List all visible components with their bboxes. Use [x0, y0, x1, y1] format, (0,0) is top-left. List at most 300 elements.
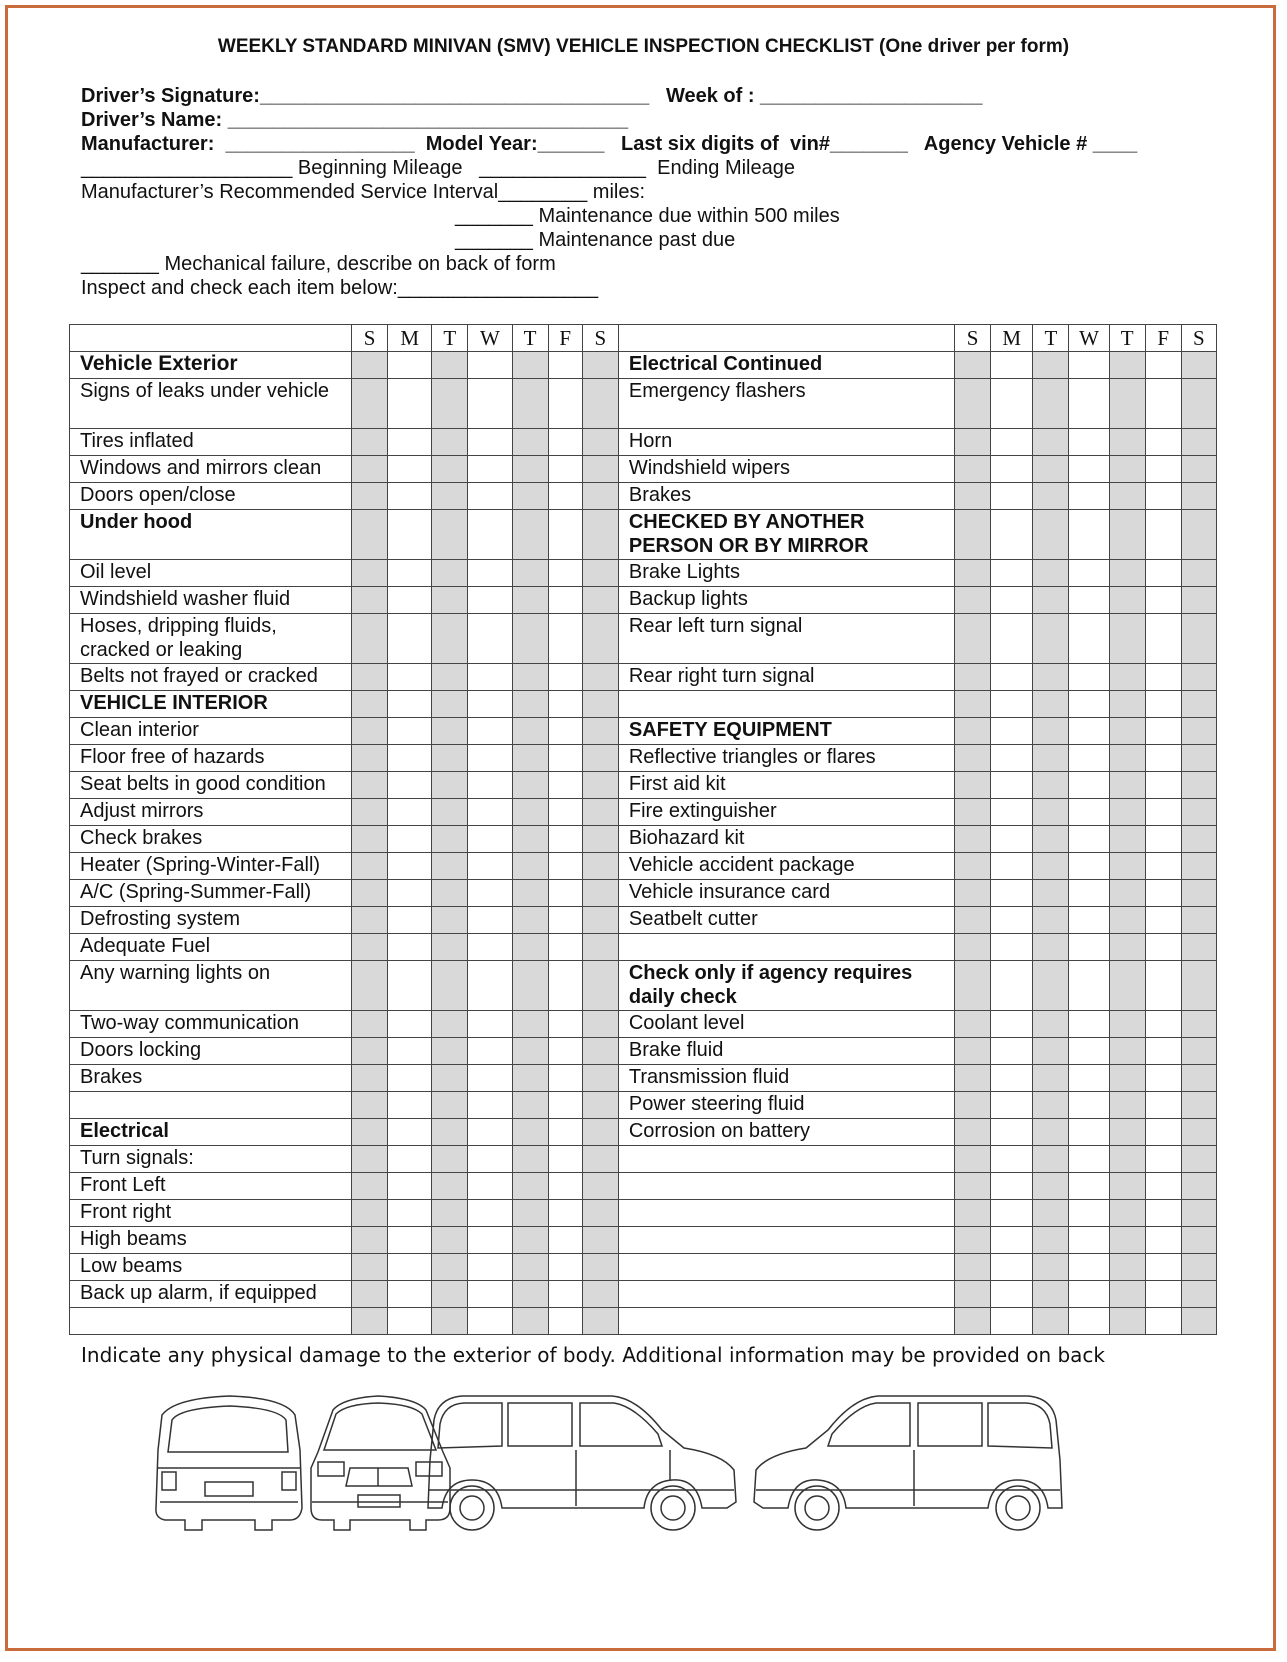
check-cell[interactable] [1109, 853, 1145, 880]
check-cell[interactable] [1069, 379, 1109, 429]
check-cell[interactable] [351, 456, 387, 483]
check-cell[interactable] [991, 880, 1033, 907]
check-cell[interactable] [432, 379, 468, 429]
check-cell[interactable] [1069, 614, 1109, 664]
check-cell[interactable] [1181, 1254, 1216, 1281]
check-cell[interactable] [955, 1308, 991, 1335]
check-cell[interactable] [582, 1254, 618, 1281]
check-cell[interactable] [351, 961, 387, 1011]
check-cell[interactable] [955, 853, 991, 880]
check-cell[interactable] [1069, 772, 1109, 799]
check-cell[interactable] [1181, 772, 1216, 799]
check-cell[interactable] [1033, 880, 1069, 907]
check-cell[interactable] [1145, 1065, 1181, 1092]
check-cell[interactable] [512, 1281, 548, 1308]
check-cell[interactable] [388, 614, 432, 664]
check-cell[interactable] [1145, 961, 1181, 1011]
beginning-mileage-field[interactable]: ___________________ [81, 157, 293, 179]
check-cell[interactable] [1033, 1038, 1069, 1065]
check-cell[interactable] [1145, 510, 1181, 560]
check-cell[interactable] [1033, 853, 1069, 880]
check-cell[interactable] [582, 799, 618, 826]
check-cell[interactable] [582, 1119, 618, 1146]
check-cell[interactable] [1109, 1281, 1145, 1308]
check-cell[interactable] [1109, 1173, 1145, 1200]
check-cell[interactable] [432, 772, 468, 799]
check-cell[interactable] [432, 1227, 468, 1254]
check-cell[interactable] [1069, 853, 1109, 880]
manufacturer-field[interactable]: _________________ [225, 133, 415, 155]
check-cell[interactable] [955, 1146, 991, 1173]
check-cell[interactable] [388, 510, 432, 560]
check-cell[interactable] [512, 880, 548, 907]
check-cell[interactable] [955, 510, 991, 560]
check-cell[interactable] [582, 907, 618, 934]
check-cell[interactable] [432, 456, 468, 483]
check-cell[interactable] [468, 1227, 512, 1254]
check-cell[interactable] [512, 1146, 548, 1173]
check-cell[interactable] [351, 1308, 387, 1335]
check-cell[interactable] [955, 1038, 991, 1065]
check-cell[interactable] [582, 587, 618, 614]
check-cell[interactable] [432, 1146, 468, 1173]
check-cell[interactable] [432, 587, 468, 614]
check-cell[interactable] [1069, 1119, 1109, 1146]
check-cell[interactable] [351, 510, 387, 560]
check-cell[interactable] [955, 614, 991, 664]
check-cell[interactable] [1109, 1227, 1145, 1254]
check-cell[interactable] [1181, 429, 1216, 456]
check-cell[interactable] [1069, 1254, 1109, 1281]
service-interval-field[interactable]: ________ [498, 181, 588, 203]
check-cell[interactable] [548, 1011, 582, 1038]
check-cell[interactable] [388, 1200, 432, 1227]
check-cell[interactable] [1109, 799, 1145, 826]
check-cell[interactable] [512, 352, 548, 379]
check-cell[interactable] [351, 379, 387, 429]
check-cell[interactable] [1109, 826, 1145, 853]
check-cell[interactable] [468, 718, 512, 745]
check-cell[interactable] [548, 587, 582, 614]
check-cell[interactable] [351, 880, 387, 907]
check-cell[interactable] [432, 664, 468, 691]
check-cell[interactable] [432, 429, 468, 456]
check-cell[interactable] [955, 907, 991, 934]
check-cell[interactable] [1109, 1011, 1145, 1038]
agency-vehicle-field[interactable]: ____ [1092, 133, 1138, 155]
check-cell[interactable] [955, 483, 991, 510]
check-cell[interactable] [512, 1065, 548, 1092]
check-cell[interactable] [582, 1200, 618, 1227]
check-cell[interactable] [1181, 614, 1216, 664]
check-cell[interactable] [432, 1281, 468, 1308]
check-cell[interactable] [582, 429, 618, 456]
maint-past-field[interactable]: _______ [455, 229, 533, 251]
check-cell[interactable] [468, 1092, 512, 1119]
check-cell[interactable] [388, 1011, 432, 1038]
check-cell[interactable] [1069, 352, 1109, 379]
check-cell[interactable] [432, 1119, 468, 1146]
check-cell[interactable] [1069, 1038, 1109, 1065]
check-cell[interactable] [512, 826, 548, 853]
check-cell[interactable] [991, 1281, 1033, 1308]
check-cell[interactable] [548, 772, 582, 799]
check-cell[interactable] [582, 961, 618, 1011]
check-cell[interactable] [1109, 587, 1145, 614]
check-cell[interactable] [388, 880, 432, 907]
check-cell[interactable] [582, 1146, 618, 1173]
check-cell[interactable] [432, 560, 468, 587]
check-cell[interactable] [512, 614, 548, 664]
check-cell[interactable] [1109, 1119, 1145, 1146]
check-cell[interactable] [1145, 718, 1181, 745]
check-cell[interactable] [991, 1308, 1033, 1335]
van-diagrams[interactable] [150, 1390, 1150, 1545]
check-cell[interactable] [548, 483, 582, 510]
check-cell[interactable] [1145, 1146, 1181, 1173]
check-cell[interactable] [582, 1092, 618, 1119]
check-cell[interactable] [548, 961, 582, 1011]
check-cell[interactable] [468, 614, 512, 664]
check-cell[interactable] [388, 429, 432, 456]
check-cell[interactable] [468, 379, 512, 429]
check-cell[interactable] [1109, 614, 1145, 664]
check-cell[interactable] [468, 456, 512, 483]
check-cell[interactable] [468, 853, 512, 880]
check-cell[interactable] [351, 772, 387, 799]
check-cell[interactable] [512, 456, 548, 483]
check-cell[interactable] [1069, 1092, 1109, 1119]
check-cell[interactable] [388, 1038, 432, 1065]
check-cell[interactable] [432, 1038, 468, 1065]
check-cell[interactable] [388, 1092, 432, 1119]
inspect-field[interactable]: __________________ [397, 277, 599, 299]
check-cell[interactable] [351, 1281, 387, 1308]
check-cell[interactable] [512, 1200, 548, 1227]
check-cell[interactable] [991, 614, 1033, 664]
check-cell[interactable] [548, 1092, 582, 1119]
check-cell[interactable] [1181, 691, 1216, 718]
check-cell[interactable] [512, 664, 548, 691]
check-cell[interactable] [548, 1200, 582, 1227]
check-cell[interactable] [1181, 1065, 1216, 1092]
check-cell[interactable] [1181, 826, 1216, 853]
check-cell[interactable] [548, 1227, 582, 1254]
check-cell[interactable] [955, 772, 991, 799]
check-cell[interactable] [955, 1254, 991, 1281]
week-field[interactable]: ____________________ [760, 85, 983, 107]
check-cell[interactable] [1145, 1254, 1181, 1281]
check-cell[interactable] [1033, 560, 1069, 587]
check-cell[interactable] [468, 352, 512, 379]
check-cell[interactable] [468, 934, 512, 961]
check-cell[interactable] [1033, 1065, 1069, 1092]
vin-field[interactable]: _______ [829, 133, 908, 155]
check-cell[interactable] [1033, 1092, 1069, 1119]
check-cell[interactable] [351, 718, 387, 745]
check-cell[interactable] [1181, 907, 1216, 934]
check-cell[interactable] [1069, 691, 1109, 718]
check-cell[interactable] [991, 664, 1033, 691]
check-cell[interactable] [388, 1146, 432, 1173]
name-field[interactable]: ____________________________________ [227, 109, 629, 131]
check-cell[interactable] [991, 1254, 1033, 1281]
check-cell[interactable] [1145, 853, 1181, 880]
check-cell[interactable] [991, 429, 1033, 456]
check-cell[interactable] [955, 1119, 991, 1146]
check-cell[interactable] [512, 379, 548, 429]
check-cell[interactable] [351, 1200, 387, 1227]
check-cell[interactable] [548, 1038, 582, 1065]
check-cell[interactable] [468, 1281, 512, 1308]
check-cell[interactable] [388, 961, 432, 1011]
check-cell[interactable] [1033, 961, 1069, 1011]
check-cell[interactable] [1145, 1119, 1181, 1146]
check-cell[interactable] [512, 745, 548, 772]
check-cell[interactable] [955, 880, 991, 907]
check-cell[interactable] [1033, 510, 1069, 560]
check-cell[interactable] [1145, 691, 1181, 718]
check-cell[interactable] [955, 587, 991, 614]
check-cell[interactable] [1069, 483, 1109, 510]
check-cell[interactable] [512, 1173, 548, 1200]
check-cell[interactable] [1145, 352, 1181, 379]
check-cell[interactable] [468, 1011, 512, 1038]
check-cell[interactable] [1033, 826, 1069, 853]
check-cell[interactable] [1181, 1200, 1216, 1227]
check-cell[interactable] [582, 826, 618, 853]
check-cell[interactable] [548, 799, 582, 826]
check-cell[interactable] [1109, 934, 1145, 961]
check-cell[interactable] [1069, 1308, 1109, 1335]
check-cell[interactable] [1033, 1200, 1069, 1227]
check-cell[interactable] [955, 799, 991, 826]
check-cell[interactable] [1145, 745, 1181, 772]
check-cell[interactable] [548, 560, 582, 587]
check-cell[interactable] [548, 826, 582, 853]
check-cell[interactable] [388, 772, 432, 799]
check-cell[interactable] [991, 560, 1033, 587]
check-cell[interactable] [432, 1200, 468, 1227]
check-cell[interactable] [468, 664, 512, 691]
check-cell[interactable] [1145, 1011, 1181, 1038]
check-cell[interactable] [512, 853, 548, 880]
check-cell[interactable] [351, 691, 387, 718]
check-cell[interactable] [351, 352, 387, 379]
check-cell[interactable] [1109, 1146, 1145, 1173]
check-cell[interactable] [432, 853, 468, 880]
check-cell[interactable] [351, 587, 387, 614]
check-cell[interactable] [1033, 587, 1069, 614]
check-cell[interactable] [582, 772, 618, 799]
check-cell[interactable] [1109, 1038, 1145, 1065]
check-cell[interactable] [548, 1173, 582, 1200]
check-cell[interactable] [512, 907, 548, 934]
check-cell[interactable] [1145, 560, 1181, 587]
check-cell[interactable] [468, 483, 512, 510]
signature-field[interactable]: ___________________________________ [259, 85, 650, 107]
ending-mileage-field[interactable]: _______________ [479, 157, 646, 179]
check-cell[interactable] [388, 379, 432, 429]
check-cell[interactable] [1145, 1308, 1181, 1335]
check-cell[interactable] [955, 1281, 991, 1308]
check-cell[interactable] [991, 853, 1033, 880]
check-cell[interactable] [1145, 880, 1181, 907]
check-cell[interactable] [351, 826, 387, 853]
check-cell[interactable] [991, 1200, 1033, 1227]
check-cell[interactable] [955, 961, 991, 1011]
check-cell[interactable] [432, 1254, 468, 1281]
check-cell[interactable] [1033, 691, 1069, 718]
check-cell[interactable] [432, 1173, 468, 1200]
check-cell[interactable] [1033, 1011, 1069, 1038]
check-cell[interactable] [1145, 483, 1181, 510]
check-cell[interactable] [582, 1011, 618, 1038]
check-cell[interactable] [351, 1011, 387, 1038]
check-cell[interactable] [512, 483, 548, 510]
check-cell[interactable] [388, 483, 432, 510]
check-cell[interactable] [1145, 1281, 1181, 1308]
check-cell[interactable] [388, 1227, 432, 1254]
check-cell[interactable] [991, 1227, 1033, 1254]
check-cell[interactable] [991, 587, 1033, 614]
check-cell[interactable] [1181, 456, 1216, 483]
check-cell[interactable] [468, 826, 512, 853]
check-cell[interactable] [1181, 1227, 1216, 1254]
check-cell[interactable] [1069, 745, 1109, 772]
check-cell[interactable] [388, 1254, 432, 1281]
check-cell[interactable] [388, 934, 432, 961]
check-cell[interactable] [1145, 614, 1181, 664]
check-cell[interactable] [512, 1011, 548, 1038]
check-cell[interactable] [1033, 664, 1069, 691]
check-cell[interactable] [351, 1227, 387, 1254]
check-cell[interactable] [468, 961, 512, 1011]
check-cell[interactable] [1069, 510, 1109, 560]
check-cell[interactable] [955, 1011, 991, 1038]
check-cell[interactable] [1109, 1200, 1145, 1227]
check-cell[interactable] [582, 1227, 618, 1254]
check-cell[interactable] [1109, 456, 1145, 483]
check-cell[interactable] [1069, 1173, 1109, 1200]
check-cell[interactable] [432, 934, 468, 961]
check-cell[interactable] [1069, 826, 1109, 853]
check-cell[interactable] [432, 510, 468, 560]
check-cell[interactable] [1181, 961, 1216, 1011]
check-cell[interactable] [351, 1065, 387, 1092]
check-cell[interactable] [1109, 691, 1145, 718]
check-cell[interactable] [582, 352, 618, 379]
check-cell[interactable] [1033, 1227, 1069, 1254]
check-cell[interactable] [1181, 1038, 1216, 1065]
check-cell[interactable] [1145, 1227, 1181, 1254]
check-cell[interactable] [955, 1092, 991, 1119]
check-cell[interactable] [1109, 379, 1145, 429]
check-cell[interactable] [991, 352, 1033, 379]
check-cell[interactable] [955, 1200, 991, 1227]
check-cell[interactable] [468, 1173, 512, 1200]
check-cell[interactable] [1145, 772, 1181, 799]
check-cell[interactable] [1145, 1038, 1181, 1065]
check-cell[interactable] [468, 510, 512, 560]
check-cell[interactable] [388, 664, 432, 691]
check-cell[interactable] [1069, 456, 1109, 483]
check-cell[interactable] [1069, 429, 1109, 456]
check-cell[interactable] [1109, 907, 1145, 934]
check-cell[interactable] [388, 1281, 432, 1308]
check-cell[interactable] [351, 934, 387, 961]
check-cell[interactable] [548, 1119, 582, 1146]
check-cell[interactable] [351, 483, 387, 510]
check-cell[interactable] [991, 691, 1033, 718]
check-cell[interactable] [991, 483, 1033, 510]
check-cell[interactable] [1069, 907, 1109, 934]
check-cell[interactable] [1109, 961, 1145, 1011]
check-cell[interactable] [991, 961, 1033, 1011]
check-cell[interactable] [1033, 1281, 1069, 1308]
model-year-field[interactable]: ______ [537, 133, 605, 155]
check-cell[interactable] [1181, 853, 1216, 880]
check-cell[interactable] [955, 429, 991, 456]
check-cell[interactable] [1033, 379, 1069, 429]
check-cell[interactable] [1069, 799, 1109, 826]
check-cell[interactable] [955, 560, 991, 587]
check-cell[interactable] [512, 1254, 548, 1281]
check-cell[interactable] [432, 483, 468, 510]
check-cell[interactable] [1109, 1065, 1145, 1092]
check-cell[interactable] [388, 587, 432, 614]
check-cell[interactable] [991, 934, 1033, 961]
check-cell[interactable] [468, 1038, 512, 1065]
check-cell[interactable] [955, 456, 991, 483]
check-cell[interactable] [432, 745, 468, 772]
check-cell[interactable] [548, 1254, 582, 1281]
check-cell[interactable] [351, 1119, 387, 1146]
check-cell[interactable] [991, 745, 1033, 772]
check-cell[interactable] [1181, 1092, 1216, 1119]
check-cell[interactable] [1033, 483, 1069, 510]
check-cell[interactable] [1145, 664, 1181, 691]
check-cell[interactable] [1181, 483, 1216, 510]
check-cell[interactable] [1145, 429, 1181, 456]
check-cell[interactable] [1109, 1254, 1145, 1281]
check-cell[interactable] [351, 429, 387, 456]
check-cell[interactable] [512, 1092, 548, 1119]
check-cell[interactable] [388, 1119, 432, 1146]
check-cell[interactable] [512, 934, 548, 961]
check-cell[interactable] [548, 718, 582, 745]
check-cell[interactable] [351, 853, 387, 880]
check-cell[interactable] [1109, 510, 1145, 560]
check-cell[interactable] [582, 1065, 618, 1092]
check-cell[interactable] [1145, 379, 1181, 429]
check-cell[interactable] [1181, 934, 1216, 961]
check-cell[interactable] [1069, 664, 1109, 691]
check-cell[interactable] [1181, 1146, 1216, 1173]
check-cell[interactable] [468, 1119, 512, 1146]
check-cell[interactable] [388, 456, 432, 483]
check-cell[interactable] [432, 880, 468, 907]
check-cell[interactable] [991, 1146, 1033, 1173]
check-cell[interactable] [582, 880, 618, 907]
check-cell[interactable] [1145, 799, 1181, 826]
check-cell[interactable] [1033, 429, 1069, 456]
check-cell[interactable] [1145, 934, 1181, 961]
check-cell[interactable] [351, 1092, 387, 1119]
check-cell[interactable] [388, 691, 432, 718]
check-cell[interactable] [468, 907, 512, 934]
check-cell[interactable] [1181, 718, 1216, 745]
